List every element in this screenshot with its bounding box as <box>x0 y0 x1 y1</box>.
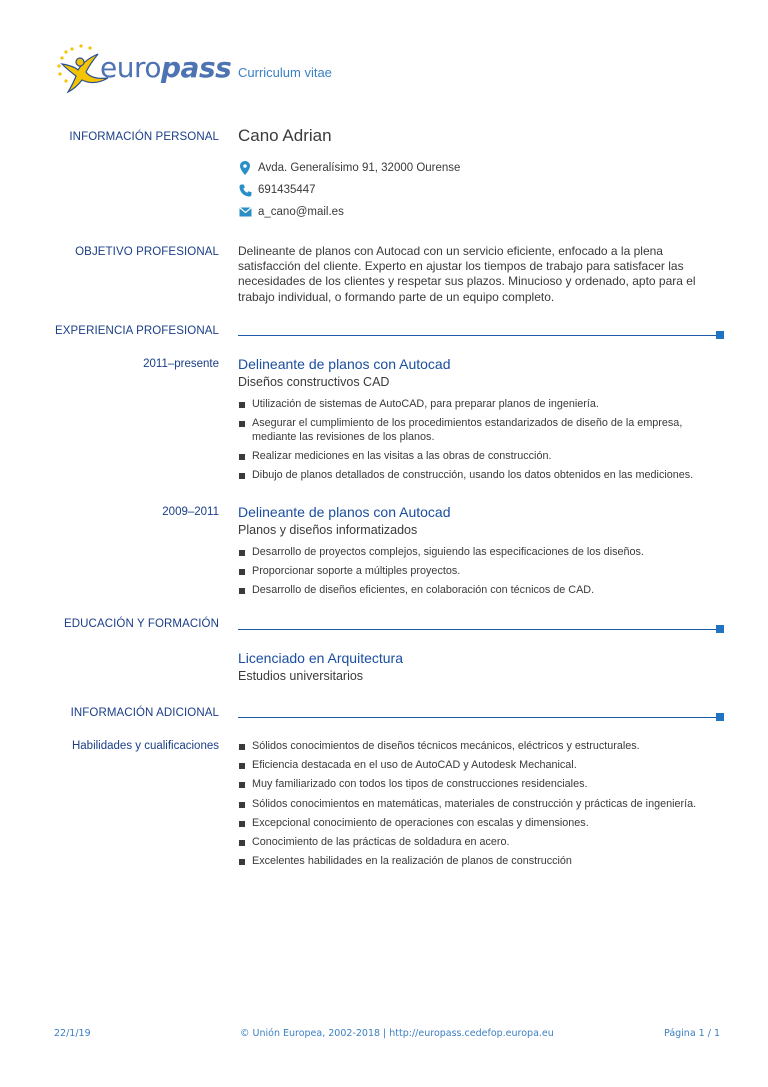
skills-list <box>238 740 718 874</box>
list-item: Utilización de sistemas de AutoCAD, para preparar planos de ingeniería. <box>238 398 718 412</box>
experience-label: EXPERIENCIA PROFESIONAL <box>55 325 219 337</box>
list-item: Sólidos conocimientos en matemáticas, materiales de construcción y prácticas de ingeniería. <box>238 798 718 812</box>
list-item: Sólidos conocimientos de diseños técnicos mecánicos, eléctricos y estructurales. <box>238 740 718 754</box>
email-line <box>238 205 344 219</box>
list-item: Excelentes habilidades en la realización de planos de construcción <box>238 855 718 869</box>
phone-line <box>238 183 316 197</box>
phone-icon <box>238 183 252 197</box>
address-text: Avda. Generalísimo 91, 32000 Ourense <box>258 162 461 174</box>
personal-info-label: INFORMACIÓN PERSONAL <box>69 131 219 143</box>
education-label: EDUCACIÓN Y FORMACIÓN <box>63 618 219 630</box>
footer-page-number: Página 1 / 1 <box>664 1028 720 1039</box>
rule-marker <box>716 331 724 339</box>
objective-text: Delineante de planos con Autocad con un servicio eficiente, enfocado a la plena satisfacción del cliente. Experto en ajustar los tiempos de trabajo para satisfacer las necesidades de los clientes y respetar sus plazos. Minucioso y ordenado, apto para el trabajo individual, o formando parte de un equipo completo. <box>238 244 696 304</box>
list-item: Excepcional conocimiento de operaciones con escalas y dimensiones. <box>238 817 718 831</box>
skills-label: Habilidades y cualificaciones <box>71 740 219 752</box>
footer-copyright: © Unión Europea, 2002-2018 | http://europass.cedefop.europa.eu <box>240 1028 554 1039</box>
list-item: Desarrollo de proyectos complejos, siguiendo las especificaciones de los diseños. <box>238 546 718 560</box>
envelope-icon <box>238 205 252 219</box>
job-1-dates: 2011–presente <box>143 358 219 370</box>
objective-label: OBJETIVO PROFESIONAL <box>75 246 219 258</box>
location-pin-icon <box>238 161 252 175</box>
degree-title: Licenciado en Arquitectura <box>238 650 403 666</box>
degree-detail: Estudios universitarios <box>238 669 364 683</box>
phone-text: 691435447 <box>258 184 316 196</box>
job-2-bullets <box>238 546 718 604</box>
job-1-title: Delineante de planos con Autocad <box>238 356 451 372</box>
job-2-title: Delineante de planos con Autocad <box>238 504 451 520</box>
additional-info-rule <box>238 717 724 718</box>
candidate-name: Cano Adrian <box>238 126 332 145</box>
job-1-employer: Diseños constructivos CAD <box>238 375 390 389</box>
list-item: Eficiencia destacada en el uso de AutoCAD y Autodesk Mechanical. <box>238 759 718 773</box>
job-2-dates: 2009–2011 <box>162 506 219 518</box>
europass-wordmark: europass <box>100 51 232 84</box>
list-item: Muy familiarizado con todos los tipos de construcciones residenciales. <box>238 778 718 792</box>
list-item: Realizar mediciones en las visitas a las obras de construcción. <box>238 450 718 464</box>
rule-marker <box>716 713 724 721</box>
experience-rule <box>238 335 724 336</box>
education-rule <box>238 629 724 630</box>
job-1-bullets <box>238 398 718 488</box>
list-item: Conocimiento de las prácticas de soldadura en acero. <box>238 836 718 850</box>
rule-marker <box>716 625 724 633</box>
email-text: a_cano@mail.es <box>258 206 344 218</box>
additional-info-label: INFORMACIÓN ADICIONAL <box>70 707 219 719</box>
footer-date: 22/1/19 <box>54 1028 91 1039</box>
list-item: Dibujo de planos detallados de construcción, usando los datos obtenidos en las mediciones. <box>238 469 718 483</box>
list-item: Desarrollo de diseños eficientes, en colaboración con técnicos de CAD. <box>238 584 718 598</box>
list-item: Asegurar el cumplimiento de los procedimientos estandarizados de diseño de la empresa, mediante las revisiones de los planos. <box>238 417 718 444</box>
address-line <box>238 161 460 175</box>
list-item: Proporcionar soporte a múltiples proyectos. <box>238 565 718 579</box>
job-2-employer: Planos y diseños informatizados <box>238 523 418 537</box>
document-title: Curriculum vitae <box>238 65 332 80</box>
